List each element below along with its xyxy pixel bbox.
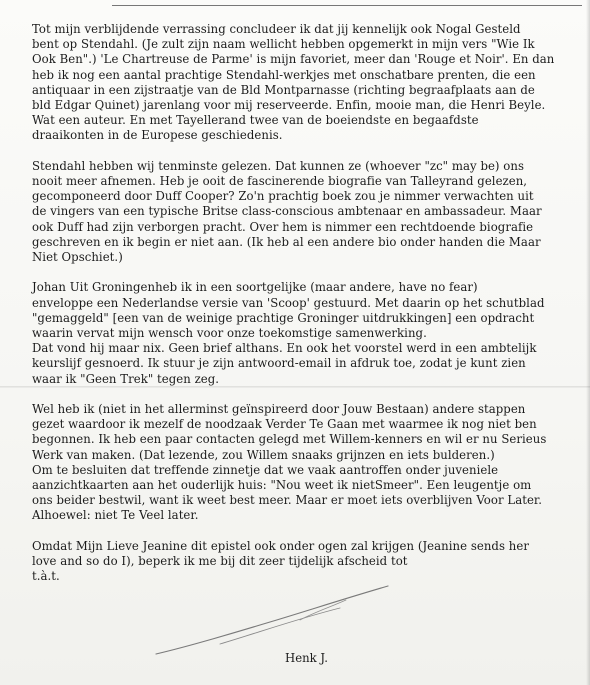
signature-name: Henk J. [285, 651, 328, 665]
letter-paragraph-1 [32, 22, 584, 144]
letter-paragraph-5 [32, 539, 584, 585]
text-line: begonnen. Ik heb een paar contacten gelegd met Willem-kenners en wil er nu Serieus [32, 432, 547, 447]
paper-edge-shadow [586, 0, 590, 685]
text-line: Alhoewel: niet Te Veel later. [32, 508, 199, 523]
text-line: nooit meer afnemen. Heb je ooit de fascinerende biografie van Talleyrand gelezen, [32, 174, 528, 189]
text-line: Om te besluiten dat treffende zinnetje dat we vaak aantroffen onder juveniele [32, 462, 499, 477]
text-line: Tot mijn verblijdende verrassing concludeer ik dat jij kennelijk ook Nogal Gesteld [32, 22, 521, 36]
text-line: geschreven en ik begin er niet aan. (Ik heb al een andere bio onder handen die Maar [32, 234, 541, 249]
text-line: Omdat Mijn Lieve Jeanine dit epistel ook onder ogen zal krijgen (Jeanine sends her [32, 538, 529, 553]
text-line: "gemaggeld" [een van de weinige prachtige Groninger uitdrukkingen] een opdracht [32, 310, 535, 325]
text-line: draaikonten in de Europese geschiedenis. [32, 128, 283, 143]
text-line: Ook Ben".) 'Le Chartreuse de Parme' is mijn favoriet, meer dan 'Rouge et Noir'. En dan [32, 52, 555, 67]
text-line: Johan Uit Groningenheb ik in een soortgelijke (maar andere, have no fear) [32, 280, 478, 295]
handwritten-signature [150, 582, 400, 662]
text-line: waar ik "Geen Trek" tegen zeg. [32, 371, 220, 386]
text-line: Werk van maken. (Dat lezende, zou Willem snaaks grijnzen en iets bulderen.) [32, 447, 495, 462]
text-line: heb ik nog een aantal prachtige Stendahl-werkjes met onschatbare prenten, die een [32, 67, 536, 82]
text-line: waarin vervat mijn wensch voor onze toekomstige samenwerking. [32, 326, 427, 341]
letter-paragraph-4 [32, 402, 584, 524]
text-line: de vingers van een typische Britse class-conscious ambtenaar en ambassadeur. Maar [32, 204, 542, 219]
text-line: Niet Opschiet.) [32, 250, 123, 265]
text-line: aanzichtkaarten aan het ouderlijk huis: "Nou weet ik nietSmeer". Een leugentje om [32, 478, 532, 493]
text-line: enveloppe een Nederlandse versie van 'Scoop' gestuurd. Met daarin op het schutblad [32, 295, 545, 310]
text-line: keurslijf gesnoerd. Ik stuur je zijn antwoord-email in afdruk toe, zodat je kunt zien [32, 356, 526, 371]
text-line: love and so do I), beperk ik me bij dit zeer tijdelijk afscheid tot [32, 554, 408, 569]
text-line: bent op Stendahl. (Je zult zijn naam wellicht hebben opgemerkt in mijn vers "Wie Ik [32, 37, 535, 52]
letter-paragraph-3 [32, 280, 584, 386]
text-line: t.à.t. [32, 569, 60, 584]
signature-scribble [150, 582, 400, 662]
letter-paragraph-2 [32, 159, 584, 265]
text-line: gecomponeerd door Duff Cooper? Zo'n prachtig boek zou je nimmer verwachten uit [32, 189, 534, 204]
text-line: Wel heb ik (niet in het allerminst geïnspireerd door Jouw Bestaan) andere stappen [32, 402, 526, 417]
text-line: antiquaar in een zijstraatje van de Bld Montparnasse (richting begraafplaats aan de [32, 82, 535, 97]
text-line: Dat vond hij maar nix. Geen brief althans. En ook het voorstel werd in een ambtelijk [32, 341, 537, 356]
text-line: Wat een auteur. En met Tayellerand twee van de boeiendste en begaafdste [32, 113, 479, 128]
top-rule [112, 5, 582, 6]
text-line: gezet waardoor ik mezelf de noodzaak Verder Te Gaan met waarmee ik nog niet ben [32, 417, 537, 432]
text-line: ook Duff had zijn verborgen pracht. Over hem is nimmer een rechtdoende biografie [32, 219, 534, 234]
letter-body [32, 22, 584, 600]
text-line: ons beider bestwil, want ik weet best meer. Maar er moet iets overblijven Voor Later. [32, 493, 543, 508]
text-line: bld Edgar Quinet) jarenlang voor mij reserveerde. Enfin, mooie man, die Henri Beyle. [32, 98, 546, 113]
text-line: Stendahl hebben wij tenminste gelezen. Dat kunnen ze (whoever "zc" may be) ons [32, 158, 525, 173]
